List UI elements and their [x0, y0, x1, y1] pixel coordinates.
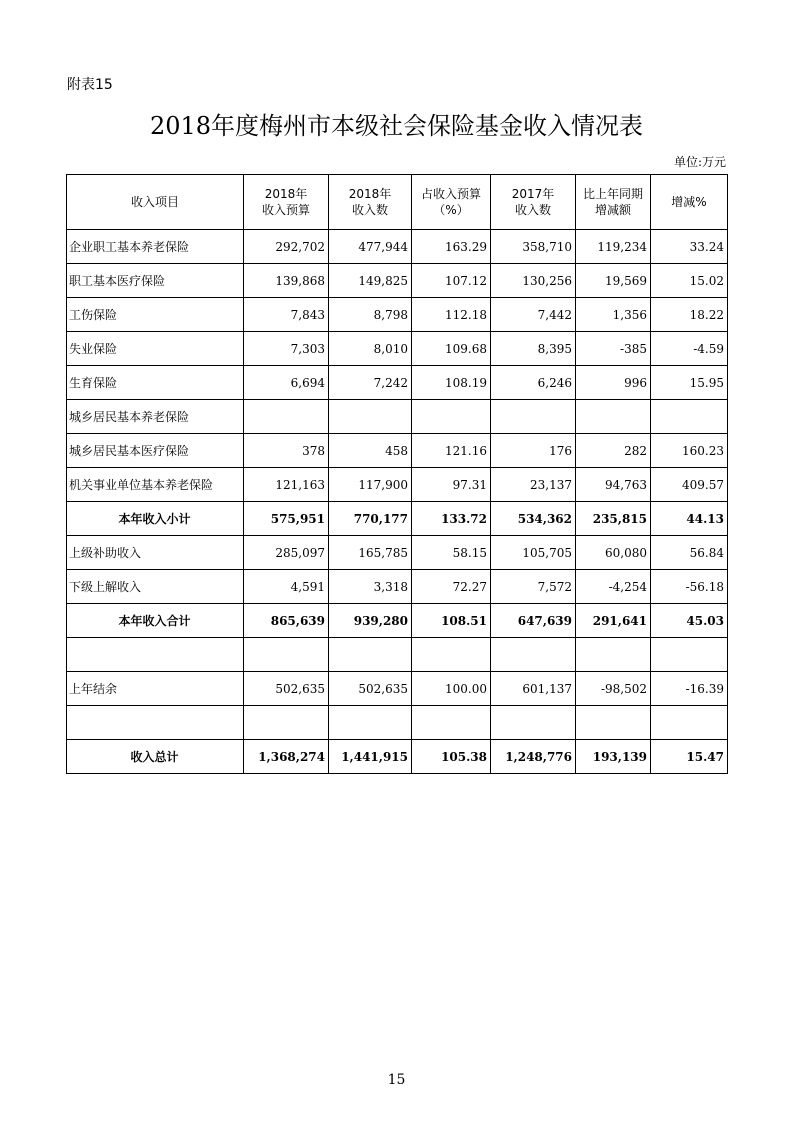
column-header [412, 175, 491, 230]
table-cell [244, 400, 329, 434]
table-cell: 44.13 [651, 502, 728, 536]
table-cell: 15.95 [651, 366, 728, 400]
column-header [329, 175, 412, 230]
table-cell: 6,694 [244, 366, 329, 400]
table-cell [244, 706, 329, 740]
table-cell: 72.27 [412, 570, 491, 604]
table-cell: 15.02 [651, 264, 728, 298]
table-cell: 7,442 [491, 298, 576, 332]
table-cell: -56.18 [651, 570, 728, 604]
table-cell: 33.24 [651, 230, 728, 264]
table-cell [651, 400, 728, 434]
table-cell: 139,868 [244, 264, 329, 298]
table-cell: 7,242 [329, 366, 412, 400]
row-label [67, 638, 244, 672]
column-header-line: 增减% [671, 195, 707, 209]
table-cell: 105,705 [491, 536, 576, 570]
table-cell: 117,900 [329, 468, 412, 502]
table-cell: 502,635 [244, 672, 329, 706]
column-header-line: 收入数 [514, 203, 551, 217]
column-header-line: 收入数 [351, 203, 388, 217]
table-cell: 996 [576, 366, 651, 400]
table-cell: 193,139 [576, 740, 651, 774]
table-cell: 56.84 [651, 536, 728, 570]
table-cell [576, 400, 651, 434]
table-cell [491, 706, 576, 740]
table-cell: 133.72 [412, 502, 491, 536]
table-row [67, 638, 728, 672]
table-cell [576, 638, 651, 672]
table-cell: 19,569 [576, 264, 651, 298]
unit-label: 单位:万元 [673, 155, 726, 169]
table-row [67, 502, 728, 536]
table-cell [329, 706, 412, 740]
column-header-line: 增减额 [594, 203, 631, 217]
table-cell [329, 638, 412, 672]
table-cell: 4,591 [244, 570, 329, 604]
column-header [244, 175, 329, 230]
table-cell: 105.38 [412, 740, 491, 774]
column-header [491, 175, 576, 230]
column-header-line: 比上年同期 [582, 187, 643, 201]
table-cell: 285,097 [244, 536, 329, 570]
table-row [67, 536, 728, 570]
column-header [576, 175, 651, 230]
column-header [651, 175, 728, 230]
table-cell: 108.19 [412, 366, 491, 400]
table-cell: 149,825 [329, 264, 412, 298]
table-cell: 865,639 [244, 604, 329, 638]
table-row [67, 706, 728, 740]
table-cell: 477,944 [329, 230, 412, 264]
table-row [67, 366, 728, 400]
table-cell: 165,785 [329, 536, 412, 570]
table-row [67, 264, 728, 298]
table-cell: 160.23 [651, 434, 728, 468]
table-cell: -98,502 [576, 672, 651, 706]
column-header-line: 收入项目 [130, 195, 179, 209]
table-row [67, 740, 728, 774]
table-cell: 292,702 [244, 230, 329, 264]
page-title: 2018年度梅州市本级社会保险基金收入情况表 [149, 112, 644, 140]
page-number: 15 [387, 1072, 406, 1088]
table-row [67, 570, 728, 604]
table-cell: 60,080 [576, 536, 651, 570]
table-cell: -4.59 [651, 332, 728, 366]
column-header-line: 2018年 [264, 187, 308, 201]
row-label: 机关事业单位基本养老保险 [67, 468, 244, 502]
table-cell: 58.15 [412, 536, 491, 570]
table-cell: 18.22 [651, 298, 728, 332]
table-row [67, 332, 728, 366]
table-cell: 1,441,915 [329, 740, 412, 774]
table-cell: 1,248,776 [491, 740, 576, 774]
table-cell [412, 706, 491, 740]
table-row [67, 400, 728, 434]
table-cell [651, 638, 728, 672]
table-cell: 282 [576, 434, 651, 468]
column-header-line: 占收入预算 [420, 187, 481, 201]
income-table [66, 174, 728, 774]
table-cell: 7,572 [491, 570, 576, 604]
table-cell: 235,815 [576, 502, 651, 536]
table-cell: 23,137 [491, 468, 576, 502]
table-cell: 8,395 [491, 332, 576, 366]
table-cell: 3,318 [329, 570, 412, 604]
appendix-label: 附表15 [67, 77, 113, 93]
table-cell: 7,303 [244, 332, 329, 366]
row-label: 下级上解收入 [67, 570, 244, 604]
table-cell: -4,254 [576, 570, 651, 604]
table-cell: 534,362 [491, 502, 576, 536]
table-cell [651, 706, 728, 740]
table-cell: 8,798 [329, 298, 412, 332]
column-header-line: 收入预算 [261, 203, 310, 217]
row-label: 工伤保险 [67, 298, 244, 332]
table-cell: 121.16 [412, 434, 491, 468]
table-cell: 121,163 [244, 468, 329, 502]
table-cell: 112.18 [412, 298, 491, 332]
table-cell: 45.03 [651, 604, 728, 638]
table-row [67, 434, 728, 468]
row-label: 职工基本医疗保险 [67, 264, 244, 298]
table-cell [491, 638, 576, 672]
table-cell: 458 [329, 434, 412, 468]
table-cell: 130,256 [491, 264, 576, 298]
row-label: 生育保险 [67, 366, 244, 400]
table-cell: 94,763 [576, 468, 651, 502]
table-cell [329, 400, 412, 434]
row-label: 上级补助收入 [67, 536, 244, 570]
row-label: 本年收入合计 [67, 604, 244, 638]
table-cell: 358,710 [491, 230, 576, 264]
table-cell: 770,177 [329, 502, 412, 536]
table-row [67, 298, 728, 332]
table-cell: 176 [491, 434, 576, 468]
row-label: 失业保险 [67, 332, 244, 366]
table-cell [491, 400, 576, 434]
table-cell: 6,246 [491, 366, 576, 400]
table-row [67, 604, 728, 638]
table-cell: 1,368,274 [244, 740, 329, 774]
table-cell: 15.47 [651, 740, 728, 774]
table-cell: 8,010 [329, 332, 412, 366]
row-label: 企业职工基本养老保险 [67, 230, 244, 264]
table-cell: 378 [244, 434, 329, 468]
table-cell: 7,843 [244, 298, 329, 332]
column-header-line: 2017年 [511, 187, 555, 201]
table-cell: 409.57 [651, 468, 728, 502]
table-cell: 647,639 [491, 604, 576, 638]
table-cell: 575,951 [244, 502, 329, 536]
row-label: 城乡居民基本医疗保险 [67, 434, 244, 468]
row-label: 收入总计 [67, 740, 244, 774]
table-cell: 107.12 [412, 264, 491, 298]
header-row [67, 175, 728, 230]
table-cell: -385 [576, 332, 651, 366]
table-cell: 291,641 [576, 604, 651, 638]
table-cell: 163.29 [412, 230, 491, 264]
column-header [67, 175, 244, 230]
table-cell [412, 400, 491, 434]
table-cell: 97.31 [412, 468, 491, 502]
table-cell: 1,356 [576, 298, 651, 332]
table-cell [412, 638, 491, 672]
table-cell: 502,635 [329, 672, 412, 706]
column-header-line: （%） [433, 203, 469, 217]
table-cell: 109.68 [412, 332, 491, 366]
table-cell: 939,280 [329, 604, 412, 638]
table-body [67, 230, 728, 774]
table-cell: 108.51 [412, 604, 491, 638]
table-cell: 100.00 [412, 672, 491, 706]
table-cell [244, 638, 329, 672]
table-row [67, 468, 728, 502]
row-label: 上年结余 [67, 672, 244, 706]
row-label: 城乡居民基本养老保险 [67, 400, 244, 434]
table-cell [576, 706, 651, 740]
table-row [67, 672, 728, 706]
row-label [67, 706, 244, 740]
row-label: 本年收入小计 [67, 502, 244, 536]
table-cell: 601,137 [491, 672, 576, 706]
table-row [67, 230, 728, 264]
table-cell: -16.39 [651, 672, 728, 706]
column-header-line: 2018年 [348, 187, 392, 201]
table-cell: 119,234 [576, 230, 651, 264]
